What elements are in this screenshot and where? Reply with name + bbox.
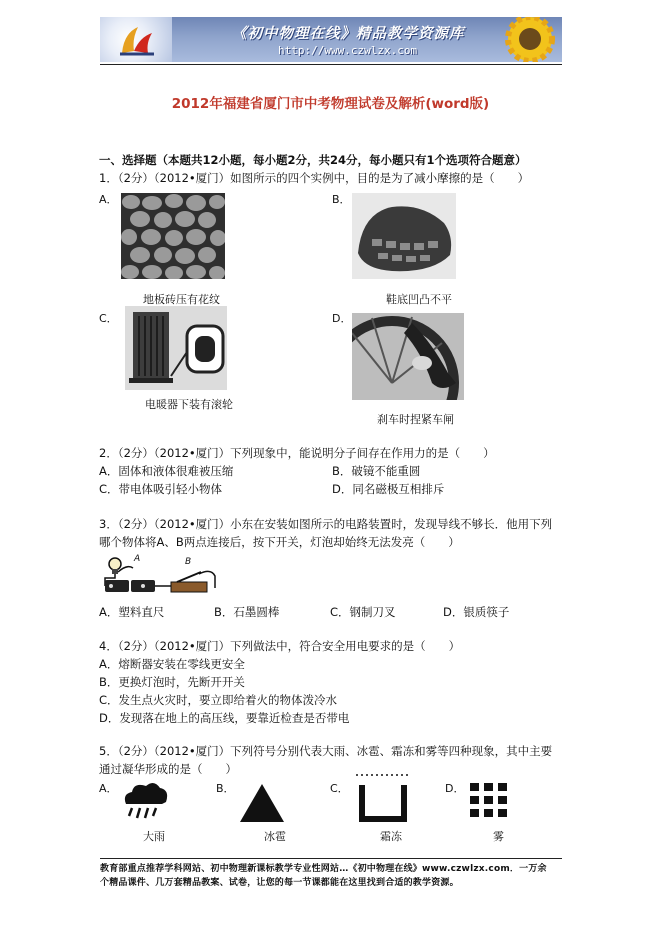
floor-tile-pattern-icon <box>121 193 225 279</box>
q1-option-a-letter: A． <box>99 193 118 206</box>
electric-heater-icon <box>125 306 227 390</box>
heavy-rain-symbol-icon <box>120 780 172 824</box>
site-logo-icon <box>118 23 156 57</box>
footer-divider <box>100 858 562 859</box>
circuit-diagram <box>99 554 219 596</box>
shoe-sole-image <box>352 193 456 279</box>
q2-option-c[interactable]: C．带电体吸引轻小物体 <box>99 482 223 496</box>
q2-option-b[interactable]: B．破镜不能重圆 <box>332 464 421 478</box>
q3-option-b[interactable]: B．石墨圆棒 <box>214 605 280 619</box>
header-banner <box>100 17 562 62</box>
hail-symbol-icon <box>238 782 286 824</box>
q5-option-d-caption: 雾 <box>493 830 504 843</box>
q4-option-c[interactable]: C．发生点火灾时，要立即给着火的物体泼冷水 <box>99 693 338 707</box>
footer-line-1: 教育部重点推荐学科网站、初中物理新课标教学专业性网站…《初中物理在线》www.czwlzx.com．一万余 <box>100 864 547 874</box>
q1-option-b-caption: 鞋底凹凸不平 <box>386 293 452 306</box>
bike-brake-image <box>352 313 464 400</box>
q4-option-a[interactable]: A．熔断器安装在零线更安全 <box>99 657 245 671</box>
q2-stem: 2．（2分）（2012•厦门）下列现象中，能说明分子间存在作用力的是（ ） <box>99 446 495 460</box>
banner-title: 《初中物理在线》精品教学资源库 <box>232 25 465 42</box>
header-divider <box>100 64 562 65</box>
q5-option-c-caption: 霜冻 <box>380 830 402 843</box>
sunflower-icon <box>498 17 560 62</box>
fog-symbol-icon <box>466 779 512 821</box>
electric-heater-image <box>125 306 227 390</box>
q1-option-d-caption: 刹车时捏紧车闸 <box>377 413 454 426</box>
q4-option-d[interactable]: D．发现落在地上的高压线，要靠近检查是否带电 <box>99 711 350 725</box>
q1-option-c-caption: 电暖器下装有滚轮 <box>145 398 233 411</box>
q5-option-d-letter: D． <box>445 782 465 795</box>
q1-stem: 1．（2分）（2012•厦门）如图所示的四个实例中，目的是为了减小摩擦的是（ ） <box>99 171 530 185</box>
footer-line-2: 个精品课件、几万套精品教案、试卷，让您的每一节课都能在这里找到合适的教学资源。 <box>100 878 459 888</box>
shoe-sole-icon <box>352 193 456 279</box>
q5-option-b-letter: B． <box>216 782 235 795</box>
bike-brake-icon <box>352 313 464 400</box>
floor-tile-pattern-image <box>121 193 225 279</box>
circuit-diagram-icon <box>99 554 219 596</box>
q3-option-c[interactable]: C．钢制刀叉 <box>330 605 396 619</box>
frost-symbol-icon <box>352 773 414 825</box>
q3-option-d[interactable]: D．银质筷子 <box>443 605 510 619</box>
footer-note <box>100 862 562 890</box>
q5-option-a-caption: 大雨 <box>143 830 165 843</box>
q2-option-a[interactable]: A．固体和液体很难被压缩 <box>99 464 234 478</box>
q3-option-a[interactable]: A．塑料直尺 <box>99 605 165 619</box>
circuit-point-a-label: A <box>134 554 141 564</box>
q1-option-b-letter: B． <box>332 193 351 206</box>
q1-option-c-letter: C． <box>99 312 118 325</box>
q3-stem-line-1: 3．（2分）（2012•厦门）小东在安装如图所示的电路装置时，发现导线不够长．他用下列 <box>99 517 553 531</box>
q1-option-a-caption: 地板砖压有花纹 <box>143 293 220 306</box>
circuit-point-b-label: B <box>185 557 192 567</box>
q5-option-c-letter: C． <box>330 782 349 795</box>
section-heading: 一、选择题（本题共12小题，每小题2分，共24分，每小题只有1个选项符合题意） <box>99 153 527 167</box>
q2-option-d[interactable]: D．同名磁极互相排斥 <box>332 482 445 496</box>
q1-option-d-letter: D． <box>332 312 352 325</box>
q5-stem-line-1: 5．（2分）（2012•厦门）下列符号分别代表大雨、冰雹、霜冻和雾等四种现象，其中主要 <box>99 744 553 758</box>
q4-option-b[interactable]: B．更换灯泡时，先断开开关 <box>99 675 245 689</box>
q4-stem: 4．（2分）（2012•厦门）下列做法中，符合安全用电要求的是（ ） <box>99 639 461 653</box>
document-title: 2012年福建省厦门市中考物理试卷及解析(word版) <box>171 96 490 112</box>
banner-url[interactable]: http://www.czwlzx.com <box>278 44 418 57</box>
q5-stem-line-2: 通过凝华形成的是（ ） <box>99 762 237 776</box>
q5-option-a-letter: A． <box>99 782 118 795</box>
q3-stem-line-2: 哪个物体将A、B两点连接后，按下开关，灯泡却始终无法发亮（ ） <box>99 535 460 549</box>
q5-option-b-caption: 冰雹 <box>264 830 286 843</box>
